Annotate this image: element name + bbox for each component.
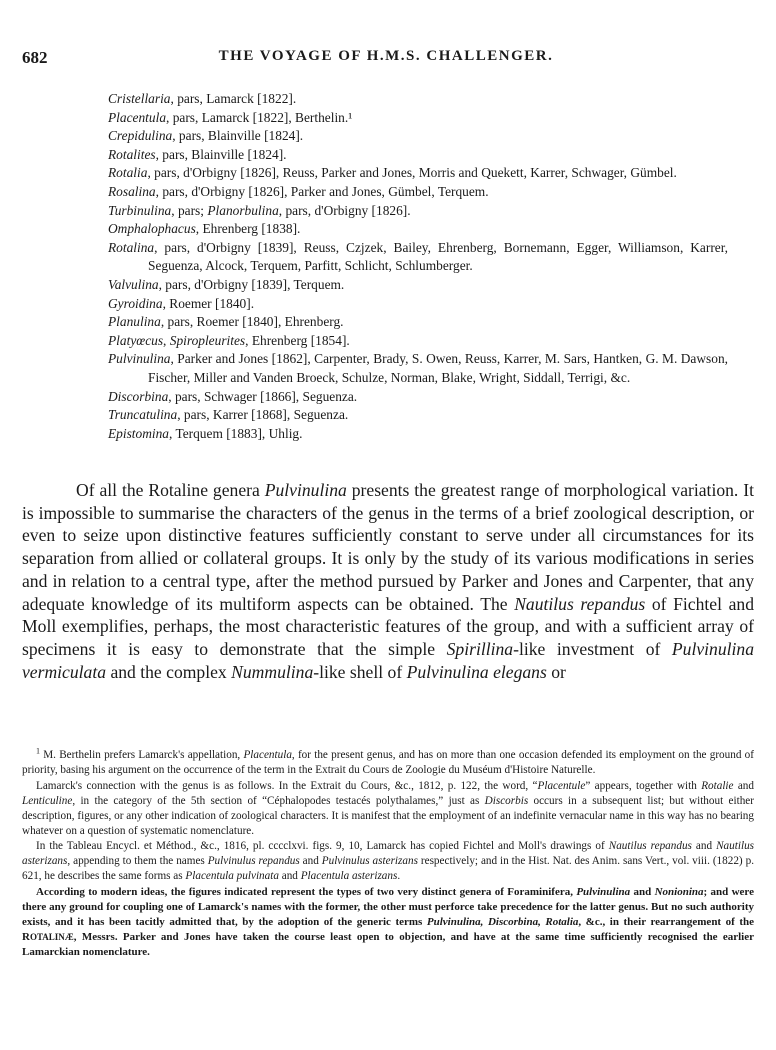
genus-name: Truncatulina xyxy=(108,407,178,423)
genus-name: Rotalia xyxy=(108,165,148,181)
synonymy-entry xyxy=(108,406,728,425)
synonymy-entry xyxy=(108,202,728,221)
genus-name: Rosalina xyxy=(108,183,156,199)
genus-name: Platyœcus xyxy=(108,332,164,348)
synonymy-citation: , pars, d'Orbigny [1826], Reuss, Parker and Jones, Morris and Quekett, Karrer, Schwager, Gümbel. xyxy=(147,165,677,181)
synonymy-citation: , xyxy=(163,332,170,348)
genus-name: Valvulina xyxy=(108,276,159,292)
genus-name: Gyroidina xyxy=(108,295,163,311)
genus-name: Rotalina xyxy=(108,239,155,255)
synonymy-entry xyxy=(108,350,728,387)
page-number: 682 xyxy=(22,48,48,67)
synonymy-citation: , pars, d'Orbigny [1826], Parker and Jones, Gümbel, Terquem. xyxy=(155,183,489,199)
synonymy-citation: , pars, Schwager [1866], Seguenza. xyxy=(168,388,358,404)
synonymy-citation: , pars, d'Orbigny [1839], Terquem. xyxy=(158,276,345,292)
synonymy-entry xyxy=(108,388,728,407)
synonymy-entry xyxy=(108,127,728,146)
synonymy-citation: , pars, Roemer [1840], Ehrenberg. xyxy=(160,314,344,330)
synonymy-citation: , Parker and Jones [1862], Carpenter, Brady, S. Owen, Reuss, Karrer, M. Sars, Hantken, G. M. Dawson, Fischer, Miller and Vanden Broeck, Schulze, Norman, Blake, Wright, Siddall, Terrigi, &c. xyxy=(148,351,728,385)
synonymy-citation: , pars, d'Orbigny [1839], Reuss, Czjzek, Bailey, Ehrenberg, Bornemann, Egger, Williamson, Karrer, Seguenza, Alcock, Terquem, Parfitt, Schlicht, Schlumberger. xyxy=(148,239,728,274)
genus-name: Spiropleurites xyxy=(169,332,246,348)
synonymy-citation: , pars, Lamarck [1822]. xyxy=(170,91,297,106)
footnote-1: $^1$ M. Berthelin prefers Lamarck's appellation, Placentula, for the present genus, and has on more than one occasion defended its employment on the ground of priority, basing his argument on the occurrence of the term in the Extrait du Cours de Zoologie du Muséum d'Histoire Naturelle. xyxy=(22,746,754,776)
synonymy-entry xyxy=(108,276,728,295)
synonymy-entry xyxy=(108,90,728,109)
genus-name: Turbinulina xyxy=(108,202,172,218)
synonymy-entry xyxy=(108,425,728,444)
synonymy-entry xyxy=(108,164,728,183)
running-title: THE VOYAGE OF H.M.S. CHALLENGER. xyxy=(218,48,554,64)
synonymy-entry xyxy=(108,332,728,351)
genus-name: Cristellaria xyxy=(108,91,171,106)
synonymy-entry xyxy=(108,109,728,128)
running-head xyxy=(22,48,750,70)
synonymy-entry xyxy=(108,239,728,276)
synonymy-citation: , pars, d'Orbigny [1826]. xyxy=(278,202,411,218)
synonymy-citation: , pars, Karrer [1868], Seguenza. xyxy=(177,407,349,423)
synonymy-citation: , Roemer [1840]. xyxy=(162,295,255,311)
synonymy-citation: , pars, Lamarck [1822], Berthelin.¹ xyxy=(166,109,353,125)
synonymy-citation: , Ehrenberg [1854]. xyxy=(245,332,350,348)
footnote-paragraph-4: According to modern ideas, the figures indicated represent the types of two very distinct genera of Foraminifera, Pulvinulina and Nonionina; and were there any ground for coupling one of Lamarck's names with the former, the other must perforce take precedence for the latter genus. But no such authority exists, and it has been tacitly admitted that, by the adoption of the generic terms Pulvinulina, Discorbina, Rotalia, &c., in their rearrangement of the ROTALINÆ, Messrs. Parker and Jones have taken the course least open to objection, and have at the same time sufficiently recognised the earlier Lamarckian nomenclature. xyxy=(22,886,755,958)
genus-name: Planorbulina xyxy=(207,202,279,218)
footnote-paragraph-3: In the Tableau Encycl. et Méthod., &c., 1816, pl. cccclxvi. figs. 9, 10, Lamarck has copied Fichtel and Moll's drawings of Nautilus repandus and Nautilus asterizans, appending to them the names Pulvinulus repandus and Pulvinulus asterizans respectively; and in the Hist. Nat. des Anim. sans Vert., vol. viii. (1822) p. 621, he describes the same forms as Placentula pulvinata and Placentula asterizans. xyxy=(22,840,755,883)
synonymy-entry xyxy=(108,313,728,332)
genus-name: Placentula xyxy=(108,109,167,125)
genus-name: Rotalites xyxy=(108,146,156,162)
synonymy-entry xyxy=(108,146,728,165)
synonymy-citation: , Ehrenberg [1838]. xyxy=(195,221,301,237)
genus-name: Planulina xyxy=(108,314,161,330)
synonymy-entry xyxy=(108,295,728,314)
synonymy-citation: , Terquem [1883], Uhlig. xyxy=(169,425,303,441)
genus-name: Omphalophacus xyxy=(108,221,196,237)
synonymy-citation: , pars, Blainville [1824]. xyxy=(172,128,304,144)
genus-name: Discorbina xyxy=(108,388,169,404)
synonymy-entry xyxy=(108,183,728,202)
genus-name: Epistomina xyxy=(108,425,170,441)
footnote-paragraph-2: Lamarck's connection with the genus is as follows. In the Extrait du Cours, &c., 1812, p. 122, the word, “Placentule” appears, together with Rotalie and Lenticuline, in the category of the 5th section of “Céphalopodes testacés polythalames,” just as Discorbis occurs in a subsequent list; but without either description, figures, or any other indication of zoological characters. It is manifest that the employment of an indefinite vernacular name in this way has no bearing whatever on a question of systematic nomenclature. xyxy=(22,779,754,837)
main-paragraph: Of all the Rotaline genera Pulvinulina presents the greatest range of morphological variation. It is impossible to summarise the characters of the genus in the terms of a brief zoological description, or even to seize upon distinctive features sufficiently constant to serve under all circumstances for its separation from allied or collateral groups. It is only by the study of its various modifications in series and in relation to a central type, after the method pursued by Parker and Jones and Carpenter, that any adequate knowledge of its multiform aspects can be obtained. The Nautilus repandus of Fichtel and Moll exemplifies, perhaps, the most characteristic features of the group, and with a sufficient array of specimens it is easy to demonstrate that the simple Spirillina-like investment of Pulvinulina vermiculata and the complex Nummulina-like shell of Pulvinulina elegans or xyxy=(22,480,755,682)
footnotes xyxy=(22,748,754,961)
synonymy-entry xyxy=(108,220,728,239)
genus-name: Crepidulina xyxy=(108,128,173,144)
genus-name: Pulvinulina xyxy=(108,351,171,367)
synonymy-list xyxy=(108,90,728,443)
synonymy-citation: , pars, Blainville [1824]. xyxy=(155,146,287,162)
synonymy-citation: , pars; xyxy=(171,202,208,218)
